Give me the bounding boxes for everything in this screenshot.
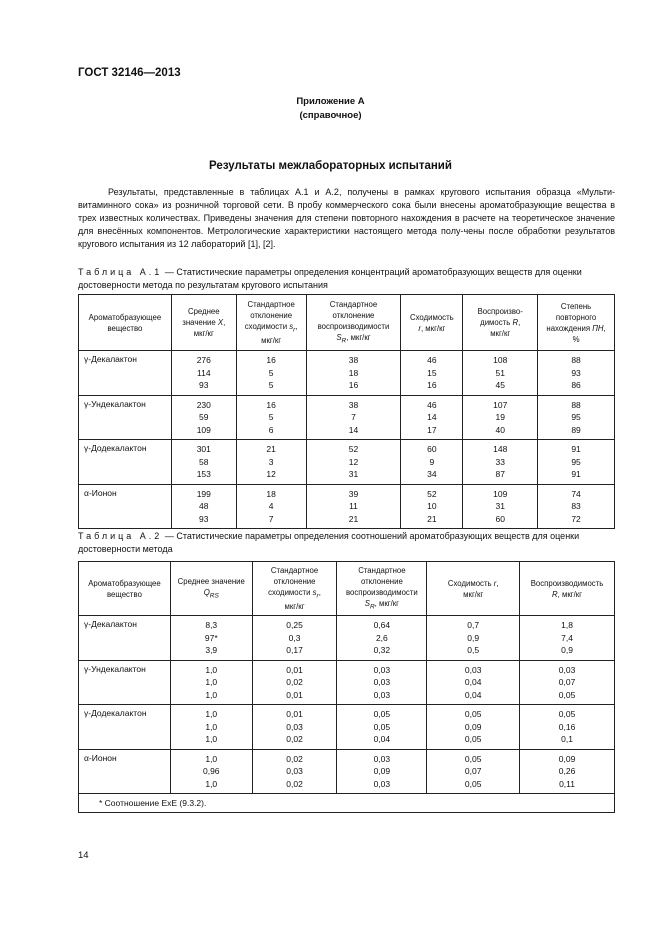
cell-value: 5 — [268, 380, 274, 390]
table1-header-row — [79, 295, 615, 351]
table-row — [79, 484, 615, 529]
table-row — [79, 351, 615, 396]
cell-value: 34 — [427, 469, 437, 479]
value-cell — [306, 484, 401, 529]
value-cell — [520, 660, 615, 705]
table-a1 — [78, 294, 615, 529]
table2-header-cell: Среднее значение $Q_{RS}$ — [170, 562, 252, 616]
cell-value: 95 — [571, 412, 581, 422]
value-cell — [252, 616, 337, 661]
cell-value: 31 — [348, 469, 359, 479]
cell-value: 6 — [268, 424, 274, 435]
cell-value: 21 — [266, 444, 276, 454]
cell-value: 12 — [266, 469, 276, 479]
cell-value: 48 — [199, 501, 209, 511]
value-cell — [236, 484, 306, 529]
substance-name: α-Ионон — [79, 484, 172, 529]
value-cell — [171, 395, 236, 440]
cell-value: 97* — [204, 632, 218, 643]
cell-value: 5 — [268, 412, 274, 422]
cell-value: 0,09 — [558, 753, 576, 764]
cell-value: 0,1 — [561, 734, 573, 744]
cell-value: 0,09 — [373, 766, 391, 776]
value-cell — [427, 749, 520, 794]
value-cell — [170, 705, 252, 750]
substance-name: α-Ионон — [79, 749, 171, 794]
cell-value: 38 — [348, 355, 359, 365]
intro-paragraph — [78, 186, 615, 251]
cell-value: 0,03 — [373, 677, 391, 687]
page-number: 14 — [78, 850, 89, 861]
value-cell — [236, 351, 306, 396]
cell-value: 18 — [348, 367, 359, 378]
table2-caption-text: — Статистические параметры определения соотношений ароматобразующих веществ для оценки достоверности метода — [78, 531, 580, 554]
cell-value: 2,6 — [375, 632, 388, 643]
cell-value: 1,0 — [205, 778, 218, 789]
cell-value: 21 — [348, 513, 359, 524]
table1-caption-label: Таблица А.1 — [78, 267, 163, 277]
cell-value: 51 — [495, 367, 505, 378]
value-cell — [538, 440, 615, 485]
cell-value: 33 — [495, 456, 505, 467]
substance-name: γ-Додекалактон — [79, 705, 171, 750]
value-cell — [520, 705, 615, 750]
cell-value: 108 — [493, 355, 508, 365]
cell-value: 0,03 — [373, 778, 391, 789]
table2-header-cell: Ароматобразующее вещество — [79, 562, 171, 616]
value-cell — [427, 660, 520, 705]
cell-value: 0,17 — [286, 645, 303, 655]
cell-value: 7 — [268, 513, 274, 524]
cell-value: 93 — [571, 367, 581, 378]
table2-header-cell: Стандартное отклонение сходимости $s_r$, мкг/кг — [252, 562, 337, 616]
cell-value: 39 — [348, 488, 359, 499]
substance-name: γ-Декалактон — [79, 616, 171, 661]
cell-value: 0,9 — [467, 632, 480, 643]
cell-value: 58 — [199, 456, 209, 467]
value-cell — [236, 395, 306, 440]
table1-header-cell: Стандартное отклонение сходимости $s_r$, мкг/кг — [236, 295, 306, 351]
table2-caption — [78, 530, 615, 556]
table2-header-cell: Сходимость r, мкг/кг — [427, 562, 520, 616]
cell-value: 95 — [571, 456, 581, 467]
cell-value: 0,01 — [286, 709, 303, 719]
table2-caption-label: Таблица А.2 — [78, 531, 163, 541]
cell-value: 0,03 — [373, 753, 391, 764]
table2-body — [79, 616, 615, 794]
cell-value: 88 — [571, 399, 581, 410]
annex-label: Приложение А — [296, 96, 365, 107]
cell-value: 45 — [495, 380, 505, 390]
cell-value: 0,32 — [373, 645, 391, 655]
table-a2 — [78, 561, 615, 813]
value-cell — [463, 395, 538, 440]
cell-value: 199 — [196, 488, 211, 499]
cell-value: 0,7 — [467, 620, 480, 630]
value-cell — [520, 616, 615, 661]
value-cell — [538, 351, 615, 396]
document-header: ГОСТ 32146—2013 — [78, 67, 181, 79]
cell-value: 0,05 — [373, 721, 391, 732]
table2-footnote: * Соотношение ExE (9.3.2). — [79, 794, 615, 813]
table1-header-cell: Ароматобразующее вещество — [79, 295, 172, 351]
cell-value: 17 — [427, 424, 437, 435]
cell-value: 0,3 — [288, 632, 301, 643]
cell-value: 14 — [348, 424, 359, 435]
cell-value: 86 — [571, 380, 581, 390]
cell-value: 7 — [351, 412, 356, 422]
table-row — [79, 705, 615, 750]
cell-value: 14 — [427, 412, 437, 422]
cell-value: 88 — [571, 355, 581, 365]
cell-value: 10 — [427, 501, 437, 511]
cell-value: 1,0 — [205, 753, 218, 764]
table2-header-row — [79, 562, 615, 616]
cell-value: 1,0 — [205, 689, 218, 700]
cell-value: 0,02 — [286, 734, 303, 744]
cell-value: 11 — [349, 501, 358, 511]
table2-header-cell: Воспроизводимость R, мкг/кг — [520, 562, 615, 616]
cell-value: 0,05 — [464, 778, 482, 789]
cell-value: 8,3 — [205, 620, 218, 630]
cell-value: 109 — [196, 424, 211, 435]
table2-header-cell: Стандартное отклонение воспроизводимости $S_R$, мкг/кг — [337, 562, 427, 616]
cell-value: 52 — [427, 488, 437, 499]
cell-value: 19 — [495, 412, 505, 422]
cell-value: 0,02 — [286, 677, 303, 687]
cell-value: 18 — [266, 488, 276, 499]
cell-value: 72 — [571, 513, 581, 524]
table1-caption — [78, 266, 615, 292]
value-cell — [306, 351, 401, 396]
cell-value: 0,03 — [464, 664, 482, 675]
value-cell — [427, 705, 520, 750]
cell-value: 1,0 — [205, 677, 218, 687]
cell-value: 0,05 — [558, 709, 576, 719]
cell-value: 9 — [429, 456, 435, 467]
cell-value: 7,4 — [561, 632, 573, 643]
cell-value: 1,0 — [205, 721, 218, 732]
value-cell — [463, 351, 538, 396]
value-cell — [538, 395, 615, 440]
cell-value: 87 — [495, 469, 505, 479]
cell-value: 107 — [493, 399, 508, 410]
cell-value: 0,02 — [286, 778, 303, 789]
cell-value: 0,03 — [373, 664, 391, 675]
value-cell — [170, 660, 252, 705]
cell-value: 91 — [571, 444, 581, 454]
value-cell — [538, 484, 615, 529]
cell-value: 276 — [196, 355, 211, 365]
cell-value: 52 — [348, 444, 359, 454]
value-cell — [252, 660, 337, 705]
table1-header-cell: Стандартное отклонение воспроизводимости $S_R$, мкг/кг — [306, 295, 401, 351]
cell-value: 12 — [348, 456, 359, 467]
value-cell — [171, 351, 236, 396]
table1-header-cell: Сходимость r, мкг/кг — [401, 295, 463, 351]
cell-value: 16 — [427, 380, 437, 390]
substance-name: γ-Ундекалактон — [79, 660, 171, 705]
cell-value: 93 — [199, 513, 209, 524]
cell-value: 230 — [196, 399, 211, 410]
cell-value: 0,07 — [558, 677, 576, 687]
cell-value: 0,03 — [558, 664, 576, 675]
table1-header-cell: Воспроизво- димость R, мкг/кг — [463, 295, 538, 351]
cell-value: 0,05 — [373, 709, 391, 719]
cell-value: 91 — [571, 469, 581, 479]
cell-value: 89 — [571, 424, 581, 435]
cell-value: 0,09 — [464, 721, 482, 732]
table1-header-cell: Степень повторного нахождения ПН, % — [538, 295, 615, 351]
cell-value: 1,0 — [205, 734, 218, 744]
cell-value: 0,9 — [561, 645, 573, 655]
cell-value: 0,64 — [373, 620, 391, 630]
cell-value: 301 — [196, 444, 211, 454]
cell-value: 0,04 — [464, 689, 482, 700]
cell-value: 3 — [268, 456, 274, 467]
value-cell — [401, 484, 463, 529]
cell-value: 46 — [427, 355, 437, 365]
cell-value: 5 — [268, 367, 274, 378]
value-cell — [401, 351, 463, 396]
cell-value: 0,01 — [286, 664, 303, 675]
cell-value: 60 — [427, 444, 437, 454]
value-cell — [337, 749, 427, 794]
annex-type: (справочное) — [299, 110, 362, 121]
cell-value: 114 — [197, 367, 211, 378]
cell-value: 0,05 — [464, 709, 482, 719]
cell-value: 0,03 — [286, 721, 303, 732]
table-row — [79, 749, 615, 794]
cell-value: 0,05 — [464, 753, 482, 764]
cell-value: 0,02 — [286, 753, 303, 764]
substance-name: γ-Ундекалактон — [79, 395, 172, 440]
value-cell — [236, 440, 306, 485]
table1-header-cell: Среднее значение X, мкг/кг — [171, 295, 236, 351]
value-cell — [171, 440, 236, 485]
value-cell — [463, 484, 538, 529]
cell-value: 0,26 — [558, 766, 576, 776]
cell-value: 83 — [571, 501, 581, 511]
cell-value: 0,5 — [467, 645, 480, 655]
value-cell — [170, 616, 252, 661]
value-cell — [252, 749, 337, 794]
annex-heading — [0, 95, 661, 123]
table-row — [79, 660, 615, 705]
value-cell — [252, 705, 337, 750]
cell-value: 0,03 — [373, 689, 391, 700]
value-cell — [170, 749, 252, 794]
value-cell — [427, 616, 520, 661]
substance-name: γ-Декалактон — [79, 351, 172, 396]
cell-value: 21 — [427, 513, 437, 524]
table-row — [79, 395, 615, 440]
substance-name: γ-Додекалактон — [79, 440, 172, 485]
cell-value: 46 — [427, 399, 437, 410]
cell-value: 1,0 — [205, 664, 218, 675]
cell-value: 0,25 — [286, 620, 303, 630]
cell-value: 16 — [266, 399, 276, 410]
cell-value: 31 — [495, 501, 505, 511]
value-cell — [401, 440, 463, 485]
cell-value: 59 — [199, 412, 209, 422]
intro-text: Результаты, представленные в таблицах А.1 и А.2, получены в рамках кругового испытания образца «Мульти-витаминного сока» из розничной торговой сети. В пробу коммерческого сока были внесены ароматобразующие вещества в трех известных количествах. Приведены значения для степени повторного нахождения в расчете на теоретическое значение для внесённых компонентов. Метрологические характеристики настоящего метода полу-чены после обработки результатов кругового испытания из 12 лабораторий [1], [2]. — [78, 187, 615, 249]
value-cell — [520, 749, 615, 794]
value-cell — [401, 395, 463, 440]
cell-value: 0,04 — [373, 734, 391, 744]
cell-value: 1,0 — [205, 709, 218, 719]
cell-value: 40 — [495, 424, 505, 435]
table-row — [79, 440, 615, 485]
table-row — [79, 616, 615, 661]
cell-value: 1,8 — [561, 620, 573, 630]
value-cell — [337, 660, 427, 705]
cell-value: 148 — [493, 444, 508, 454]
cell-value: 0,01 — [286, 689, 303, 700]
section-title: Результаты межлабораторных испытаний — [209, 160, 452, 172]
cell-value: 0,05 — [558, 689, 576, 700]
cell-value: 0,96 — [202, 766, 220, 776]
cell-value: 15 — [427, 367, 437, 378]
value-cell — [463, 440, 538, 485]
cell-value: 0,04 — [464, 677, 482, 687]
cell-value: 109 — [493, 488, 508, 499]
cell-value: 93 — [199, 380, 209, 390]
cell-value: 4 — [268, 501, 274, 511]
table1-caption-text: — Статистические параметры определения концентраций ароматобразующих веществ для оценки достоверности метода по результатам кругового испытания — [78, 267, 582, 290]
cell-value: 16 — [348, 380, 359, 390]
value-cell — [337, 616, 427, 661]
cell-value: 60 — [495, 513, 505, 524]
table1-body — [79, 351, 615, 529]
cell-value: 0,03 — [286, 766, 303, 776]
cell-value: 38 — [348, 399, 359, 410]
cell-value: 0,11 — [559, 778, 575, 789]
cell-value: 0,16 — [558, 721, 576, 732]
value-cell — [337, 705, 427, 750]
cell-value: 16 — [266, 355, 276, 365]
cell-value: 0,07 — [464, 766, 482, 776]
value-cell — [171, 484, 236, 529]
value-cell — [306, 440, 401, 485]
cell-value: 74 — [571, 488, 581, 499]
cell-value: 3,9 — [205, 645, 218, 655]
cell-value: 0,05 — [464, 734, 482, 744]
value-cell — [306, 395, 401, 440]
cell-value: 153 — [196, 469, 211, 479]
